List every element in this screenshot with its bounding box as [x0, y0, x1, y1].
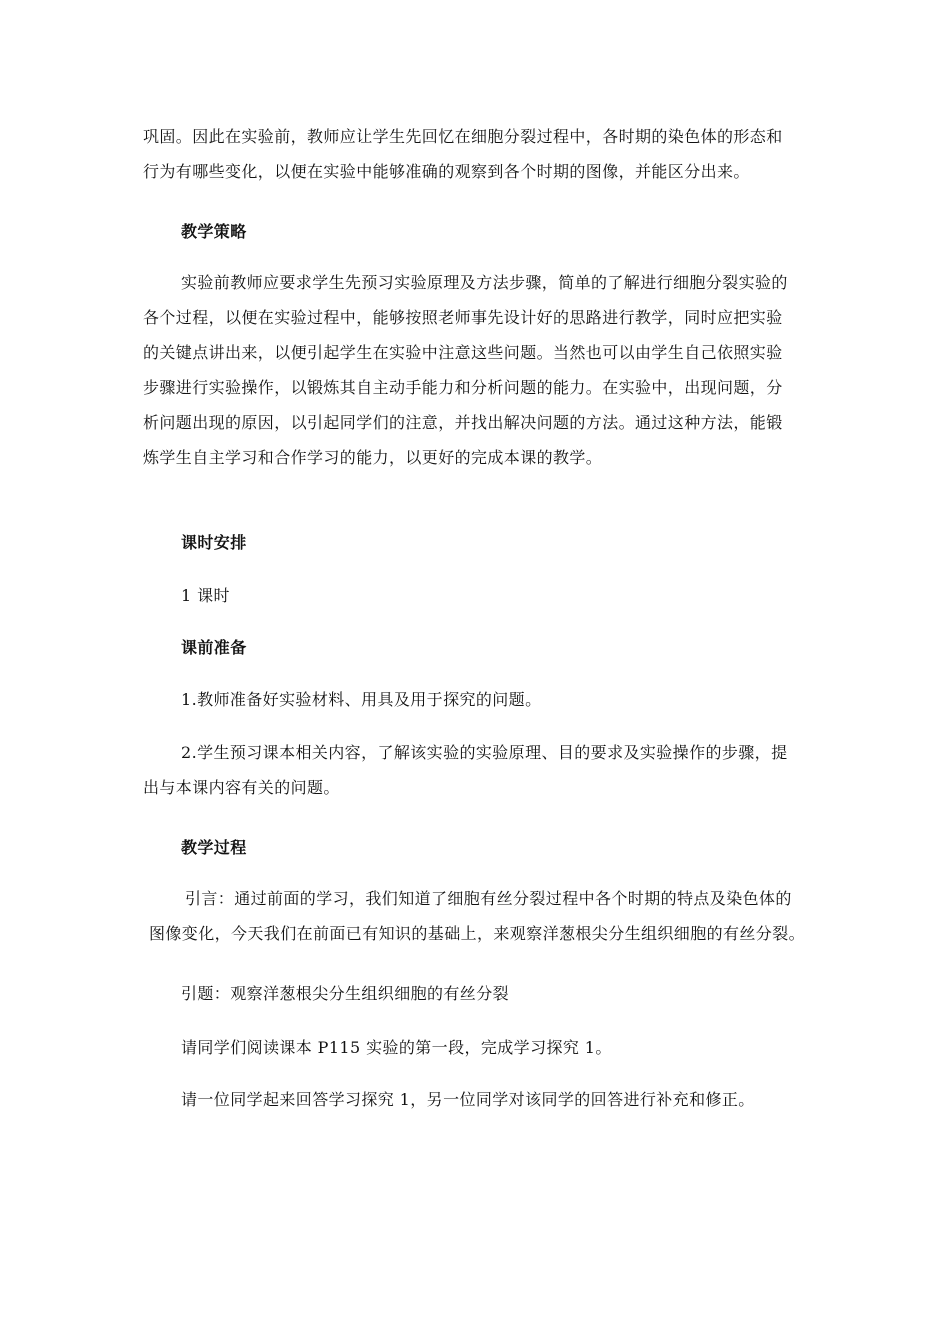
process-lead-line-1: 引言：通过前面的学习，我们知道了细胞有丝分裂过程中各个时期的特点及染色体的	[185, 889, 792, 908]
process-heading: 教学过程	[181, 838, 247, 857]
schedule-heading: 课时安排	[181, 533, 247, 552]
strategy-line-4: 步骤进行实验操作，以锻炼其自主动手能力和分析问题的能力。在实验中，出现问题，分	[143, 378, 783, 397]
intro-line-2: 行为有哪些变化，以便在实验中能够准确的观察到各个时期的图像，并能区分出来。	[143, 162, 750, 181]
process-lead-line-2: 图像变化，今天我们在前面已有知识的基础上，来观察洋葱根尖分生组织细胞的有丝分裂。	[149, 924, 806, 943]
strategy-line-3: 的关键点讲出来，以便引起学生在实验中注意这些问题。当然也可以由学生自己依照实验	[143, 343, 783, 362]
strategy-line-5: 析问题出现的原因，以引起同学们的注意，并找出解决问题的方法。通过这种方法，能锻	[143, 413, 783, 432]
process-lead-paragraph	[143, 881, 813, 951]
strategy-paragraph	[143, 265, 813, 475]
preparation-item-2-line-2: 出与本课内容有关的问题。	[143, 778, 340, 797]
process-read: 请同学们阅读课本 P115 实验的第一段，完成学习探究 1。	[181, 1038, 612, 1057]
strategy-line-6: 炼学生自主学习和合作学习的能力，以更好的完成本课的教学。	[143, 448, 603, 467]
intro-paragraph	[143, 119, 813, 189]
preparation-item-1: 1.教师准备好实验材料、用具及用于探究的问题。	[181, 690, 542, 709]
schedule-value: 1 课时	[181, 586, 230, 605]
strategy-heading: 教学策略	[181, 222, 247, 241]
preparation-heading: 课前准备	[181, 638, 247, 657]
process-topic: 引题：观察洋葱根尖分生组织细胞的有丝分裂	[181, 984, 510, 1003]
intro-line-1: 巩固。因此在实验前，教师应让学生先回忆在细胞分裂过程中，各时期的染色体的形态和	[143, 127, 783, 146]
strategy-line-1: 实验前教师应要求学生先预习实验原理及方法步骤，简单的了解进行细胞分裂实验的	[181, 273, 788, 292]
preparation-item-2	[143, 735, 813, 805]
preparation-item-2-line-1: 2.学生预习课本相关内容，了解该实验的实验原理、目的要求及实验操作的步骤，提	[181, 743, 788, 762]
strategy-line-2: 各个过程，以便在实验过程中，能够按照老师事先设计好的思路进行教学，同时应把实验	[143, 308, 783, 327]
process-answer: 请一位同学起来回答学习探究 1，另一位同学对该同学的回答进行补充和修正。	[181, 1090, 755, 1109]
